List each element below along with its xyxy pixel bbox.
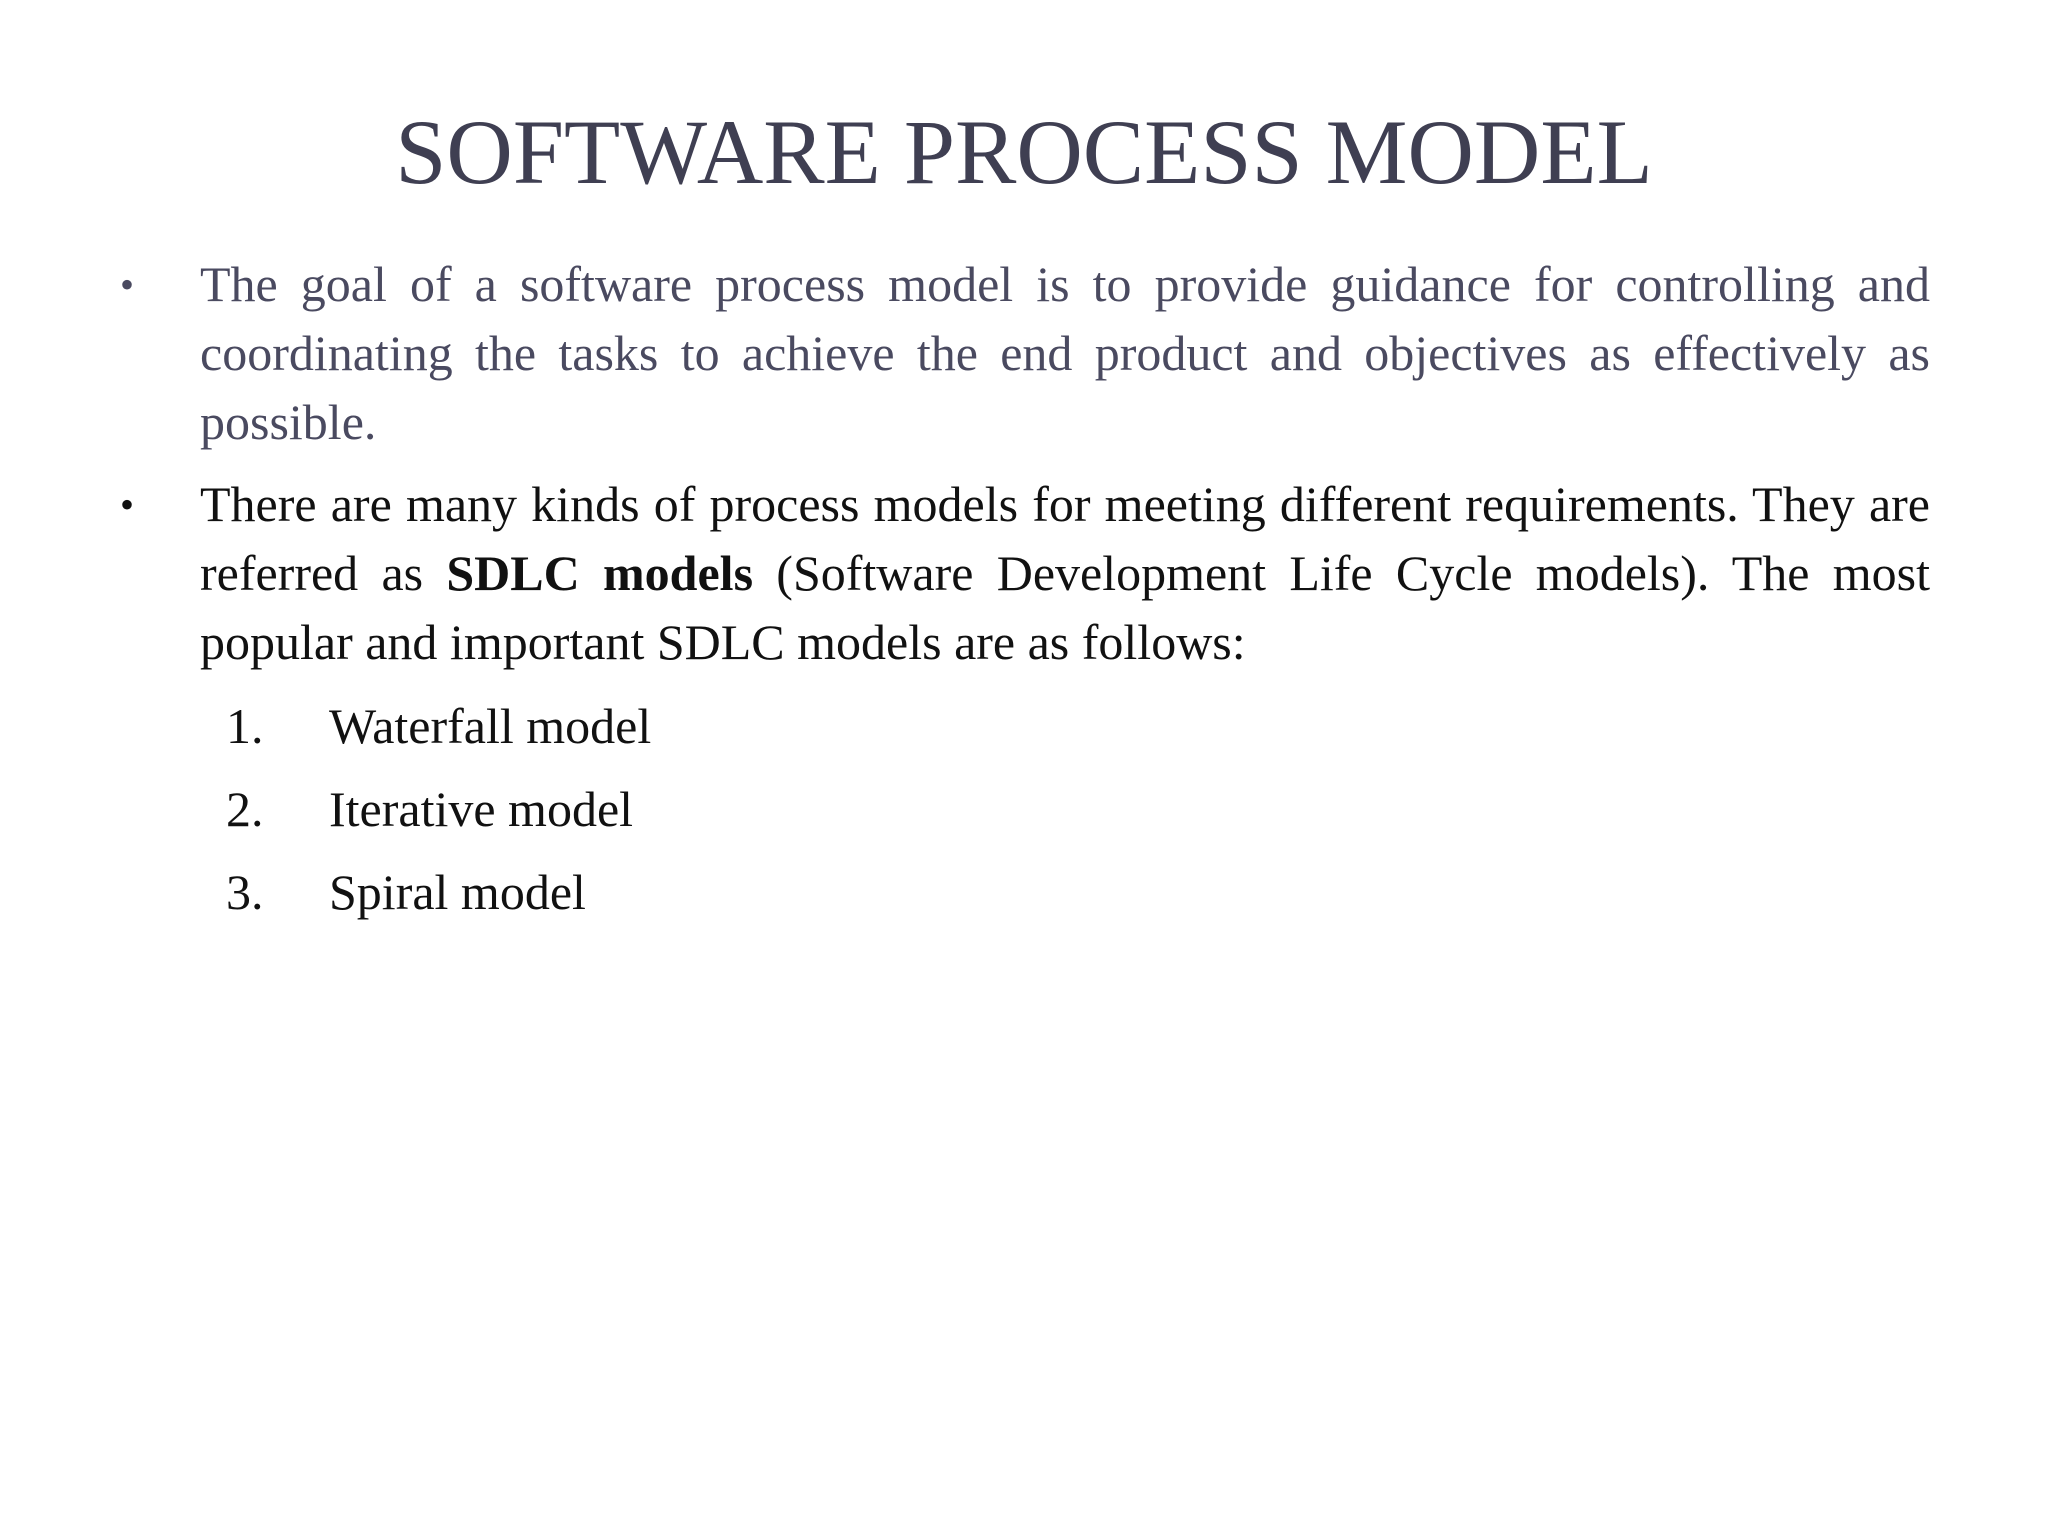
list-item <box>118 685 1930 768</box>
list-item <box>118 851 1930 934</box>
list-number: 3. <box>226 864 264 920</box>
bullet-item-models <box>118 470 1930 677</box>
list-number: 2. <box>226 781 264 837</box>
bullet-text: The goal of a software process model is to provide guidance for controlling and coordinating the tasks to achieve the end product and objectives as effectively as possible. <box>200 256 1930 450</box>
bullet-text-before: There are many kinds of process models for meeting different requirements. They are referred as <box>200 476 1930 601</box>
bullet-marker: • <box>120 482 135 527</box>
bullet-bold-term: SDLC models <box>446 545 754 601</box>
list-label: Waterfall model <box>329 698 652 754</box>
slide-title: SOFTWARE PROCESS MODEL <box>395 101 1653 203</box>
bullet-text-after: (Software Development Life Cycle models). The most popular and important SDLC models are as follows: <box>200 545 1930 670</box>
list-item <box>118 768 1930 851</box>
list-number: 1. <box>226 698 264 754</box>
sdlc-model-list <box>118 685 1930 934</box>
list-label: Iterative model <box>329 781 634 837</box>
list-label: Spiral model <box>329 864 586 920</box>
bullet-marker: • <box>120 262 135 307</box>
bullet-item-goal <box>118 250 1930 457</box>
slide-body <box>118 250 1930 934</box>
